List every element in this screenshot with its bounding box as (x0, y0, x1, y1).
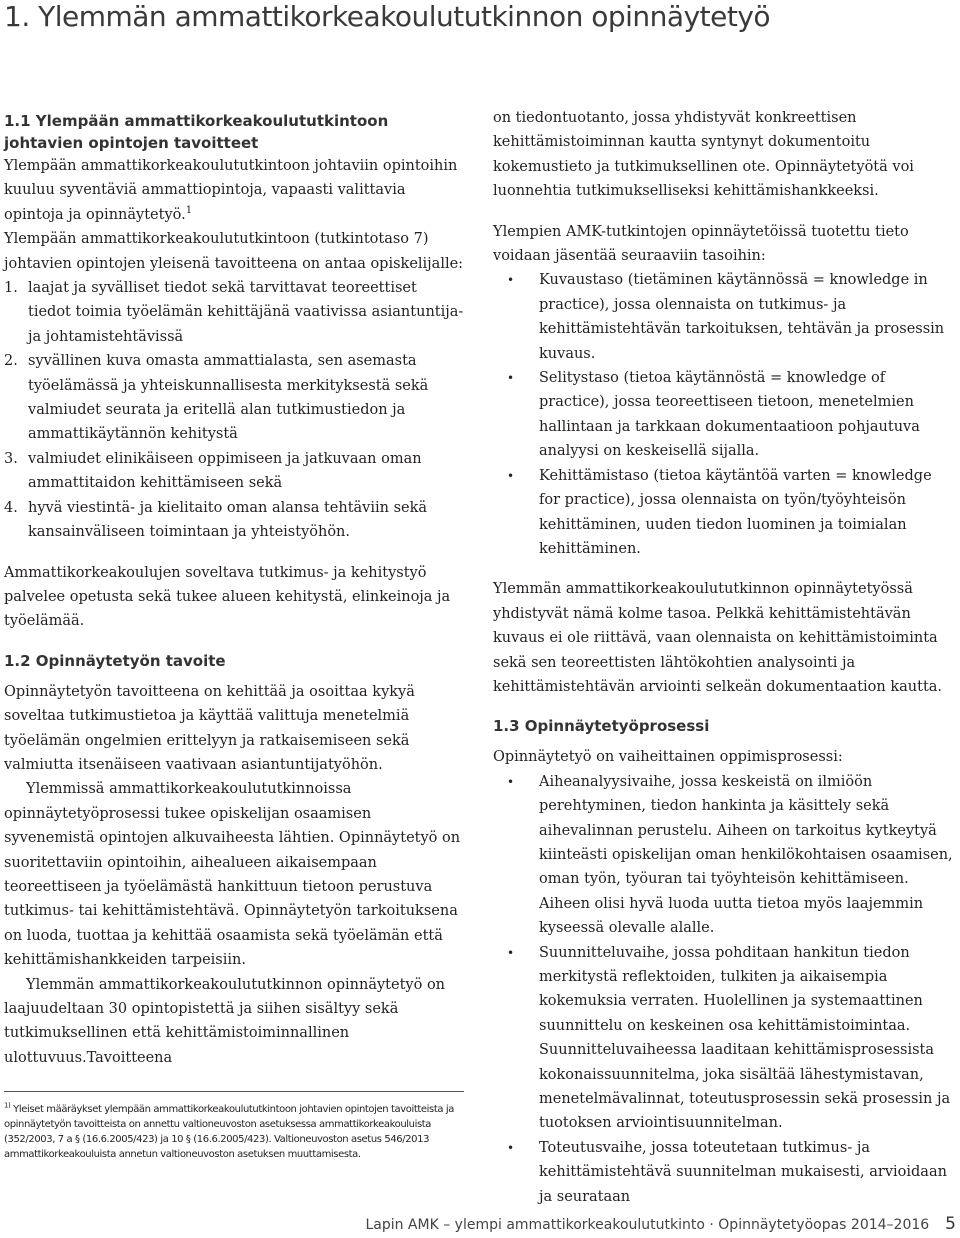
footnote: $^{1)}$ Yleiset määräykset ylempään ammattikorkeakoulututkintoon johtavien opintojen tavoitteista ja opinnäytetyön tavoitteista on annettu valtioneuvoston asetuksessa ammattikorkeakouluista (352/2003, 7 a § (16.6.2005/423) ja 10 § (16.6.2005/423). Valtioneuvoston asetus 546/2013 ammattikorkeakouluista annetun valtioneuvoston asetuksen muuttamisesta. (4, 1101, 454, 1160)
bullet-icon: • (507, 371, 515, 386)
list-item: • Aiheanalyysivaihe, jossa keskeistä on ilmiöön perehtyminen, tiedon hankinta ja käsittely sekä aihevalinnan perustelu. Aiheen on tarkoitus kytkeytyä kiinteästi opiskelijan oman henkilökohtaisen osaamisen, oman työn, työuran tai työyhteisön kehittämiseen. Aiheen olisi hyvä luoda uutta tietoa myös laajemmin kyseessä olevalle alalle. (493, 770, 955, 941)
section-heading-1-1: 1.1 Ylempään ammattikorkeakoulututkintoon johtavien opintojen tavoitteet (4, 112, 389, 152)
paragraph: Ylempään ammattikorkeakoulututkintoon (tutkintotaso 7) johtavien opintojen yleisenä tavoitteena on antaa opiskelijalle: (4, 231, 464, 272)
section-heading-1-2: 1.2 Opinnäytetyön tavoite (4, 651, 226, 670)
knowledge-levels-list (493, 268, 955, 561)
left-column (4, 110, 464, 1070)
page-number: 5 (945, 1214, 956, 1234)
bullet-icon: • (507, 774, 515, 789)
list-item: • Suunnitteluvaihe, jossa pohditaan hankitun tiedon merkitystä reflektoiden, tulkiten ja aikaisempia kokemuksia verraten. Huolellinen ja systemaattinen suunnittelu on keskeinen osa kehittämistoimintaa. Suunnitteluvaiheessa laaditaan kehittämisprosessista kokonaissuunnitelma, joka sisältää lähestymistavan, menetelmävalinnat, toteutusprosessin sekä prosessin ja tuotoksen arviointisuunnitelman. (493, 941, 955, 1136)
paragraph: Ylempien AMK-tutkintojen opinnäytetöissä tuotettu tieto voidaan jäsentää seuraaviin tasoihin: (493, 223, 909, 265)
paragraph: Ammattikorkeakoulujen soveltava tutkimus- ja kehitystyö palvelee opetusta sekä tukee alueen kehitystä, elinkeinoja ja työelämää. (4, 564, 451, 630)
bullet-icon: • (507, 945, 515, 960)
goals-list (4, 276, 464, 544)
footer-text: Lapin AMK – ylempi ammattikorkeakoulututkinto · Opinnäytetyöopas 2014–2016 (365, 1217, 930, 1233)
page-footer (0, 1214, 956, 1234)
list-item: 2. syvällinen kuva omasta ammattialasta, sen asemasta työelämässä ja yhteiskunnallisesta merkityksestä sekä valmiudet seurata ja eritellä alan tutkimustiedon ja ammattikäytännön kehitystä (4, 353, 429, 443)
paragraph: Ylemmän ammattikorkeakoulututkinnon opinnäytetyössä yhdistyvät nämä kolme tasoa. Pelkkä kehittämistehtävän kuvaus ei ole riittävä, vaan olennaista on kehittämistoiminta sekä sen teoreettisten lähtökohtien analysointi ja kehittämistehtävän arviointi selkeän dokumentaation kautta. (493, 581, 943, 695)
bullet-icon: • (507, 1140, 515, 1155)
list-item: • Kuvaustaso (tietäminen käytännössä = knowledge in practice), jossa olennaista on tutkimus- ja kehittämistehtävän tarkoituksen, tehtävän ja prosessin kuvaus. (493, 268, 955, 366)
list-item: • Toteutusvaihe, jossa toteutetaan tutkimus- ja kehittämistehtävä suunnitelman mukaisesti, arvioidaan ja seurataan (493, 1136, 955, 1209)
list-item: 1. laajat ja syvälliset tiedot sekä tarvittavat teoreettiset tiedot toimia työelämän kehittäjänä vaativissa asiantuntija- ja johtamistehtävissä (4, 280, 464, 345)
list-item: • Kehittämistaso (tietoa käytäntöä varten = knowledge for practice), jossa olennaista on työn/työyhteisön kehittäminen, uuden tiedon luominen ja toimialan kehittäminen. (493, 464, 955, 562)
footnote-divider (4, 1091, 464, 1092)
paragraph: on tiedontuotanto, jossa yhdistyvät konkreettisen kehittämistoiminnan kautta syntynyt dokumentoitu kokemustieto ja tutkimuksellinen ote. Opinnäytetyötä voi luonnehtia tutkimukselliseksi kehittämishankkeeksi. (493, 110, 914, 200)
paragraph: Ylemmän ammattikorkeakoulututkinnon opinnäytetyö on laajuudeltaan 30 opintopistettä ja siihen sisältyy sekä tutkimuksellinen että kehittämistoiminnallinen ulottuvuus.Tavoitteena (4, 976, 446, 1066)
bullet-icon: • (507, 468, 515, 483)
footnote-ref[interactable]: 1 (185, 204, 193, 216)
paragraph: Opinnäytetyön tavoitteena on kehittää ja osoittaa kykyä soveltaa tutkimustietoa ja käyttää valittuja menetelmiä työelämän ongelmien erittelyyn ja ratkaisemiseen sekä valmiutta itsenäiseen vaativaan asiantuntijatyöhön. (4, 683, 415, 773)
list-item: 4. hyvä viestintä- ja kielitaito oman alansa tehtäviin sekä kansainväliseen toimintaan ja yhteistyöhön. (4, 499, 428, 541)
chapter-title: 1. Ylemmän ammattikorkeakoulututkinnon opinnäytetyö (4, 0, 771, 33)
bullet-icon: • (507, 273, 515, 288)
paragraph: Ylemmissä ammattikorkeakoulututkinnoissa opinnäytetyöprosessi tukee opiskelijan osaamisen syvenemistä opintojen alkuvaiheesta lähtien. Opinnäytetyö on suoritettaviin opintoihin, aihealueen aikaisempaan teoreettiseen ja työelämästä hankittuun tietoon perustuva tutkimus- tai kehittämistehtävä. Opinnäytetyön tarkoituksena on luoda, tuottaa ja kehittää osaamista sekä työelämän että kehittämishankkeiden tarpeisiin. (4, 781, 461, 969)
list-item: • Selitystaso (tietoa käytännöstä = knowledge of practice), jossa teoreettiseen tietoon, menetelmien hallintaan ja tarkkaan dokumentaatioon pohjautuva analyysi on keskeisellä sijalla. (493, 366, 955, 464)
process-phases-list (493, 770, 955, 1209)
paragraph: Ylempään ammattikorkeakoulututkintoon johtaviin opintoihin kuuluu syventäviä ammattiopintoja, vapaasti valittavia opintoja ja opinnäytetyö.$^1$ (4, 158, 458, 223)
paragraph: Opinnäytetyö on vaiheittainen oppimisprosessi: (493, 749, 843, 766)
section-heading-1-3: 1.3 Opinnäytetyöprosessi (493, 717, 710, 736)
right-column (493, 106, 955, 1209)
list-item: 3. valmiudet elinikäiseen oppimiseen ja jatkuvaan oman ammattitaidon kehittämiseen sekä (4, 450, 422, 492)
